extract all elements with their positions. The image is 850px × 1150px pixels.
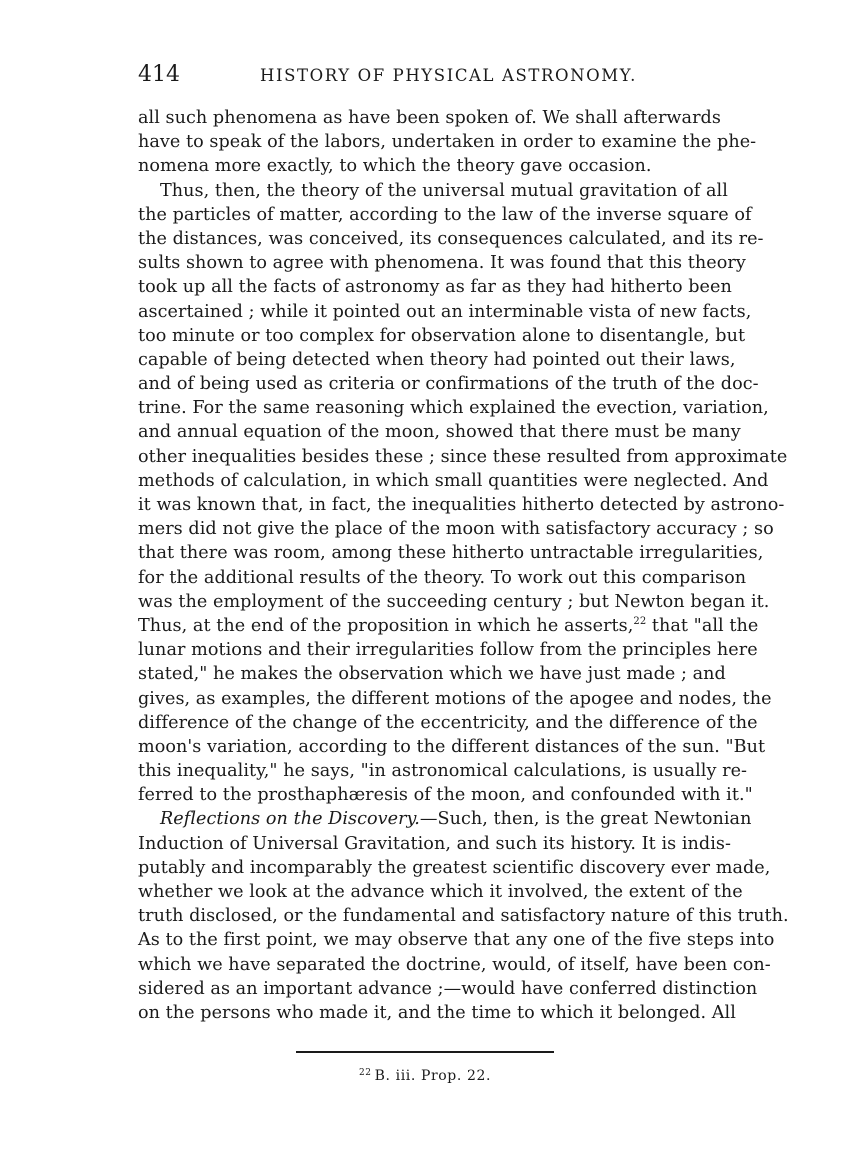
- text-line: lunar motions and their irregularities follow from the principles here: [138, 640, 758, 661]
- text-line: took up all the facts of astronomy as far as they had hitherto been: [138, 277, 732, 298]
- text-line: whether we look at the advance which it involved, the extent of the: [138, 882, 743, 902]
- text-line: Induction of Universal Gravitation, and such its history. It is indis-: [138, 833, 731, 854]
- text-line: for the additional results of the theory. To work out this comparison: [138, 567, 747, 588]
- section-heading: Reflections on the Discovery.: [160, 809, 420, 830]
- text-line: all such phenomena as have been spoken of. We shall afterwards: [138, 108, 721, 128]
- text-line: this inequality," he says, "in astronomical calculations, is usually re-: [138, 761, 748, 782]
- text-line: was the employment of the succeeding century ; but Newton began it.: [138, 591, 770, 612]
- text-line: that there was room, among these hitherto untractable irregularities,: [138, 543, 764, 564]
- text-line: sidered as an important advance ;—would have conferred distinction: [138, 978, 758, 999]
- text-line: the distances, was conceived, its consequences calculated, and its re-: [138, 228, 764, 249]
- text-segment: —Such, then, is the great Newtonian: [419, 809, 752, 830]
- text-line: moon's variation, according to the different distances of the sun. "But: [138, 736, 766, 757]
- text-line: gives, as examples, the different motions of the apogee and nodes, the: [138, 688, 772, 709]
- text-line: other inequalities besides these ; since these resulted from approximate: [138, 446, 788, 467]
- text-line: stated," he makes the observation which we have just made ; and: [138, 664, 726, 685]
- text-line: which we have separated the doctrine, would, of itself, have been con-: [138, 954, 771, 975]
- text-line: nomena more exactly, to which the theory gave occasion.: [138, 156, 652, 177]
- text-line: it was known that, in fact, the inequalities hitherto detected by astrono-: [138, 495, 785, 515]
- text-line-with-footnote-ref: [138, 614, 759, 638]
- text-line: methods of calculation, in which small quantities were neglected. And: [138, 470, 769, 491]
- text-segment: Thus, at the end of the proposition in which he asserts,: [138, 615, 634, 636]
- footnote-reference[interactable]: 22: [633, 615, 647, 627]
- footnote-divider: [296, 1051, 554, 1053]
- text-line: trine. For the same reasoning which explained the evection, variation,: [138, 398, 769, 419]
- page-number: 414: [138, 62, 180, 87]
- text-line: As to the first point, we may observe that any one of the five steps into: [138, 930, 775, 951]
- text-line: putably and incomparably the greatest scientific discovery ever made,: [138, 857, 771, 878]
- footnote-text: B. iii. Prop. 22.: [374, 1068, 492, 1084]
- text-line: ferred to the prosthaphæresis of the moon, and confounded with it.": [138, 785, 753, 806]
- text-line: mers did not give the place of the moon with satisfactory accuracy ; so: [138, 519, 774, 540]
- running-title: HISTORY OF PHYSICAL ASTRONOMY.: [260, 66, 638, 85]
- text-line: and of being used as criteria or confirmations of the truth of the doc-: [138, 374, 759, 395]
- text-segment: that "all the: [646, 615, 759, 636]
- footnote-mark: 22: [358, 1068, 372, 1078]
- text-line: capable of being detected when theory had pointed out their laws,: [138, 349, 736, 370]
- text-line-with-section-heading: [138, 807, 752, 831]
- text-line: ascertained ; while it pointed out an interminable vista of new facts,: [138, 301, 752, 322]
- text-line: difference of the change of the eccentricity, and the difference of the: [138, 712, 758, 733]
- text-line: on the persons who made it, and the time to which it belonged. All: [138, 1002, 736, 1023]
- running-head: [138, 62, 712, 90]
- text-line: truth disclosed, or the fundamental and satisfactory nature of this truth.: [138, 906, 789, 927]
- footnote: [0, 1067, 850, 1085]
- text-line: sults shown to agree with phenomena. It was found that this theory: [138, 253, 746, 274]
- text-line: Thus, then, the theory of the universal mutual gravitation of all: [160, 180, 728, 201]
- text-line: and annual equation of the moon, showed that there must be many: [138, 422, 741, 443]
- text-line: the particles of matter, according to the law of the inverse square of: [138, 204, 752, 225]
- text-line: too minute or too complex for observation alone to disentangle, but: [138, 325, 746, 346]
- body-text: [138, 106, 789, 1025]
- text-line: have to speak of the labors, undertaken in order to examine the phe-: [138, 132, 757, 153]
